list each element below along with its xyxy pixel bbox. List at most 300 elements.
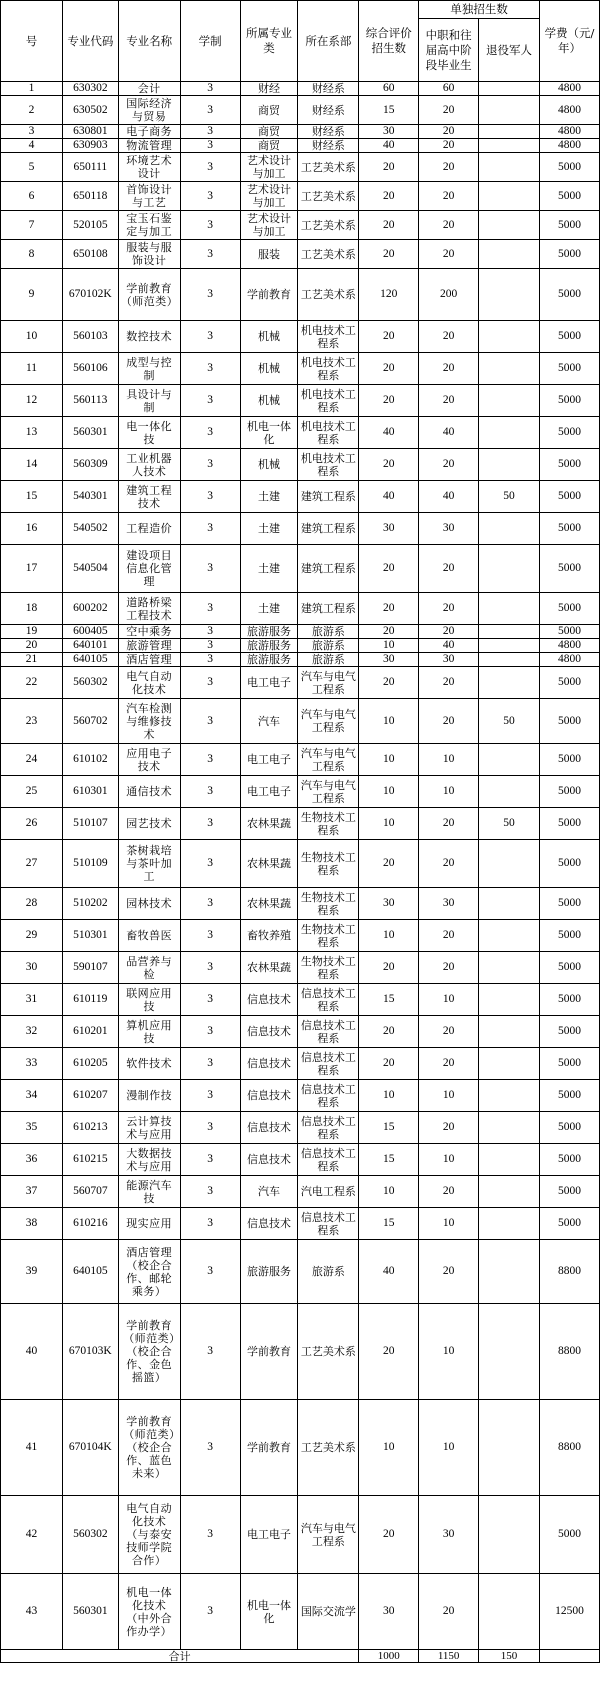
- tuition-fee: 5000: [540, 984, 600, 1016]
- single-graduates-count: 20: [419, 545, 479, 593]
- row-number: 23: [1, 699, 63, 744]
- comprehensive-count: 20: [359, 1048, 419, 1080]
- row-number: 25: [1, 776, 63, 808]
- single-veterans-count: 50: [479, 481, 540, 513]
- major-category: 信息技术: [240, 1208, 298, 1240]
- duration: 3: [180, 481, 240, 513]
- table-row: [1, 776, 600, 808]
- major-category: 机电一体化: [240, 1574, 298, 1650]
- major-category: 旅游服务: [240, 625, 298, 639]
- single-graduates-count: 30: [419, 513, 479, 545]
- row-number: 4: [1, 139, 63, 153]
- tuition-fee: 5000: [540, 776, 600, 808]
- major-name: 成型与控制: [118, 353, 180, 385]
- comprehensive-count: 40: [359, 481, 419, 513]
- major-name: 园林技术: [118, 888, 180, 920]
- department: 生物技术工程系: [298, 920, 359, 952]
- single-veterans-count: [479, 744, 540, 776]
- single-veterans-count: [479, 545, 540, 593]
- major-category: 土建: [240, 481, 298, 513]
- row-number: 31: [1, 984, 63, 1016]
- major-category: 艺术设计与加工: [240, 182, 298, 211]
- row-number: 15: [1, 481, 63, 513]
- single-graduates-count: 20: [419, 1016, 479, 1048]
- department: 工艺美术系: [298, 211, 359, 240]
- major-name: 软件技术: [118, 1048, 180, 1080]
- tuition-fee: 8800: [540, 1304, 600, 1400]
- department: 工艺美术系: [298, 1400, 359, 1496]
- tuition-fee: 5000: [540, 1080, 600, 1112]
- table-row: [1, 744, 600, 776]
- table-body: [1, 82, 600, 1650]
- single-veterans-count: [479, 1240, 540, 1304]
- table-row: [1, 139, 600, 153]
- row-number: 33: [1, 1048, 63, 1080]
- single-veterans-count: [479, 1176, 540, 1208]
- header-single-veterans: 退役军人: [479, 19, 540, 82]
- department: 财经系: [298, 96, 359, 125]
- comprehensive-count: 40: [359, 417, 419, 449]
- single-graduates-count: 20: [419, 240, 479, 269]
- duration: 3: [180, 593, 240, 625]
- duration: 3: [180, 1400, 240, 1496]
- department: 财经系: [298, 139, 359, 153]
- single-veterans-count: [479, 82, 540, 96]
- department: 旅游系: [298, 639, 359, 653]
- major-code: 610205: [62, 1048, 118, 1080]
- comprehensive-count: 20: [359, 593, 419, 625]
- comprehensive-count: 30: [359, 653, 419, 667]
- single-graduates-count: 20: [419, 385, 479, 417]
- row-number: 27: [1, 840, 63, 888]
- major-category: 财经: [240, 82, 298, 96]
- row-number: 11: [1, 353, 63, 385]
- department: 汽车与电气工程系: [298, 699, 359, 744]
- tuition-fee: 5000: [540, 1208, 600, 1240]
- duration: 3: [180, 1176, 240, 1208]
- department: 汽电工程系: [298, 1176, 359, 1208]
- comprehensive-count: 20: [359, 840, 419, 888]
- tuition-fee: 5000: [540, 920, 600, 952]
- comprehensive-count: 20: [359, 1496, 419, 1574]
- total-single-veterans: 150: [479, 1650, 540, 1663]
- single-veterans-count: [479, 153, 540, 182]
- tuition-fee: 5000: [540, 1176, 600, 1208]
- major-code: 560301: [62, 417, 118, 449]
- row-number: 18: [1, 593, 63, 625]
- major-name: 园艺技术: [118, 808, 180, 840]
- major-name: 学前教育（师范类）（校企合作、蓝色未来）: [118, 1400, 180, 1496]
- single-veterans-count: [479, 1208, 540, 1240]
- major-name: 电气自动化技术: [118, 667, 180, 699]
- single-veterans-count: [479, 952, 540, 984]
- major-name: 畜牧兽医: [118, 920, 180, 952]
- major-code: 540504: [62, 545, 118, 593]
- tuition-fee: 5000: [540, 1144, 600, 1176]
- row-number: 35: [1, 1112, 63, 1144]
- single-graduates-count: 200: [419, 269, 479, 321]
- major-code: 630801: [62, 125, 118, 139]
- single-graduates-count: 20: [419, 667, 479, 699]
- single-graduates-count: 20: [419, 321, 479, 353]
- row-number: 36: [1, 1144, 63, 1176]
- major-name: 应用电子技术: [118, 744, 180, 776]
- header-code: 专业代码: [62, 1, 118, 82]
- row-number: 2: [1, 96, 63, 125]
- major-category: 旅游服务: [240, 1240, 298, 1304]
- major-category: 汽车: [240, 1176, 298, 1208]
- major-category: 畜牧养殖: [240, 920, 298, 952]
- single-veterans-count: [479, 593, 540, 625]
- comprehensive-count: 10: [359, 1080, 419, 1112]
- department: 汽车与电气工程系: [298, 776, 359, 808]
- major-category: 机电一体化: [240, 417, 298, 449]
- tuition-fee: 5000: [540, 840, 600, 888]
- tuition-fee: 5000: [540, 481, 600, 513]
- duration: 3: [180, 653, 240, 667]
- single-veterans-count: [479, 776, 540, 808]
- header-comprehensive: 综合评价招生数: [359, 1, 419, 82]
- duration: 3: [180, 699, 240, 744]
- tuition-fee: 5000: [540, 211, 600, 240]
- comprehensive-count: 20: [359, 449, 419, 481]
- major-name: 酒店管理（校企合作、邮轮乘务）: [118, 1240, 180, 1304]
- table-row: [1, 1574, 600, 1650]
- major-code: 540502: [62, 513, 118, 545]
- single-graduates-count: 20: [419, 153, 479, 182]
- comprehensive-count: 10: [359, 776, 419, 808]
- single-graduates-count: 60: [419, 82, 479, 96]
- duration: 3: [180, 776, 240, 808]
- table-row: [1, 653, 600, 667]
- major-name: 茶树栽培与茶叶加工: [118, 840, 180, 888]
- tuition-fee: 4800: [540, 125, 600, 139]
- major-category: 农林果蔬: [240, 952, 298, 984]
- major-name: 空中乘务: [118, 625, 180, 639]
- duration: 3: [180, 1208, 240, 1240]
- single-veterans-count: [479, 625, 540, 639]
- table-row: [1, 513, 600, 545]
- duration: 3: [180, 1574, 240, 1650]
- single-graduates-count: 20: [419, 625, 479, 639]
- department: 工艺美术系: [298, 240, 359, 269]
- single-graduates-count: 30: [419, 1496, 479, 1574]
- duration: 3: [180, 82, 240, 96]
- comprehensive-count: 30: [359, 513, 419, 545]
- major-code: 560301: [62, 1574, 118, 1650]
- department: 机电技术工程系: [298, 353, 359, 385]
- tuition-fee: 5000: [540, 952, 600, 984]
- row-number: 6: [1, 182, 63, 211]
- major-code: 560309: [62, 449, 118, 481]
- single-veterans-count: [479, 417, 540, 449]
- major-code: 610216: [62, 1208, 118, 1240]
- department: 信息技术工程系: [298, 984, 359, 1016]
- single-graduates-count: 40: [419, 639, 479, 653]
- department: 生物技术工程系: [298, 888, 359, 920]
- major-category: 旅游服务: [240, 639, 298, 653]
- row-number: 41: [1, 1400, 63, 1496]
- major-category: 电工电子: [240, 744, 298, 776]
- major-category: 商贸: [240, 139, 298, 153]
- department: 汽车与电气工程系: [298, 744, 359, 776]
- comprehensive-count: 40: [359, 139, 419, 153]
- single-veterans-count: [479, 96, 540, 125]
- comprehensive-count: 20: [359, 545, 419, 593]
- major-category: 机械: [240, 353, 298, 385]
- table-row: [1, 639, 600, 653]
- row-number: 21: [1, 653, 63, 667]
- comprehensive-count: 60: [359, 82, 419, 96]
- tuition-fee: 5000: [540, 744, 600, 776]
- major-code: 560302: [62, 667, 118, 699]
- department: 信息技术工程系: [298, 1016, 359, 1048]
- row-number: 17: [1, 545, 63, 593]
- table-row: [1, 1048, 600, 1080]
- major-code: 610201: [62, 1016, 118, 1048]
- major-name: 数控技术: [118, 321, 180, 353]
- single-graduates-count: 20: [419, 1240, 479, 1304]
- major-category: 土建: [240, 545, 298, 593]
- department: 财经系: [298, 125, 359, 139]
- tuition-fee: 5000: [540, 808, 600, 840]
- comprehensive-count: 15: [359, 1144, 419, 1176]
- comprehensive-count: 20: [359, 321, 419, 353]
- duration: 3: [180, 1304, 240, 1400]
- major-name: 建筑工程技术: [118, 481, 180, 513]
- major-code: 650108: [62, 240, 118, 269]
- duration: 3: [180, 385, 240, 417]
- single-graduates-count: 10: [419, 1304, 479, 1400]
- comprehensive-count: 20: [359, 153, 419, 182]
- duration: 3: [180, 417, 240, 449]
- tuition-fee: 5000: [540, 593, 600, 625]
- single-veterans-count: [479, 840, 540, 888]
- header-fee: 学费（元/年）: [540, 1, 600, 82]
- table-row: [1, 211, 600, 240]
- department: 工艺美术系: [298, 1304, 359, 1400]
- table-row: [1, 808, 600, 840]
- header-single-graduates: 中职和往届高中阶段毕业生: [419, 19, 479, 82]
- comprehensive-count: 20: [359, 182, 419, 211]
- major-category: 艺术设计与加工: [240, 153, 298, 182]
- major-code: 590107: [62, 952, 118, 984]
- duration: 3: [180, 1112, 240, 1144]
- tuition-fee: 5000: [540, 153, 600, 182]
- table-row: [1, 840, 600, 888]
- row-number: 10: [1, 321, 63, 353]
- single-graduates-count: 20: [419, 593, 479, 625]
- single-veterans-count: [479, 1080, 540, 1112]
- major-code: 540301: [62, 481, 118, 513]
- table-row: [1, 1240, 600, 1304]
- major-category: 学前教育: [240, 1400, 298, 1496]
- single-veterans-count: [479, 1574, 540, 1650]
- single-veterans-count: [479, 269, 540, 321]
- tuition-fee: 5000: [540, 182, 600, 211]
- duration: 3: [180, 269, 240, 321]
- duration: 3: [180, 952, 240, 984]
- single-graduates-count: 20: [419, 1574, 479, 1650]
- single-graduates-count: 20: [419, 211, 479, 240]
- duration: 3: [180, 625, 240, 639]
- row-number: 9: [1, 269, 63, 321]
- major-code: 640105: [62, 1240, 118, 1304]
- department: 工艺美术系: [298, 153, 359, 182]
- duration: 3: [180, 449, 240, 481]
- major-category: 商贸: [240, 96, 298, 125]
- major-category: 信息技术: [240, 1016, 298, 1048]
- major-category: 信息技术: [240, 1080, 298, 1112]
- single-graduates-count: 20: [419, 353, 479, 385]
- header-name: 专业名称: [118, 1, 180, 82]
- duration: 3: [180, 353, 240, 385]
- comprehensive-count: 20: [359, 625, 419, 639]
- row-number: 30: [1, 952, 63, 984]
- single-veterans-count: 50: [479, 808, 540, 840]
- duration: 3: [180, 153, 240, 182]
- major-name: 具设计与制: [118, 385, 180, 417]
- major-category: 机械: [240, 321, 298, 353]
- single-veterans-count: [479, 667, 540, 699]
- table-row: [1, 625, 600, 639]
- table-row: [1, 321, 600, 353]
- table-row: [1, 984, 600, 1016]
- comprehensive-count: 10: [359, 744, 419, 776]
- row-number: 24: [1, 744, 63, 776]
- major-category: 信息技术: [240, 1048, 298, 1080]
- major-name: 机电一体化技术（中外合作办学）: [118, 1574, 180, 1650]
- major-code: 610119: [62, 984, 118, 1016]
- major-category: 机械: [240, 385, 298, 417]
- single-graduates-count: 40: [419, 481, 479, 513]
- table-row: [1, 888, 600, 920]
- tuition-fee: 5000: [540, 699, 600, 744]
- tuition-fee: 5000: [540, 1496, 600, 1574]
- major-code: 520105: [62, 211, 118, 240]
- tuition-fee: 5000: [540, 545, 600, 593]
- table-row: [1, 1208, 600, 1240]
- department: 建筑工程系: [298, 593, 359, 625]
- comprehensive-count: 20: [359, 211, 419, 240]
- single-graduates-count: 20: [419, 182, 479, 211]
- tuition-fee: 5000: [540, 625, 600, 639]
- major-code: 560113: [62, 385, 118, 417]
- duration: 3: [180, 667, 240, 699]
- single-graduates-count: 20: [419, 840, 479, 888]
- table-row: [1, 153, 600, 182]
- major-category: 农林果蔬: [240, 840, 298, 888]
- duration: 3: [180, 984, 240, 1016]
- major-code: 630903: [62, 139, 118, 153]
- single-graduates-count: 20: [419, 139, 479, 153]
- table-row: [1, 1304, 600, 1400]
- major-category: 农林果蔬: [240, 888, 298, 920]
- single-graduates-count: 10: [419, 1144, 479, 1176]
- row-number: 7: [1, 211, 63, 240]
- comprehensive-count: 20: [359, 1304, 419, 1400]
- duration: 3: [180, 545, 240, 593]
- single-veterans-count: [479, 1400, 540, 1496]
- major-code: 560707: [62, 1176, 118, 1208]
- single-veterans-count: [479, 653, 540, 667]
- major-name: 能源汽车技: [118, 1176, 180, 1208]
- total-fee: [540, 1650, 600, 1663]
- comprehensive-count: 15: [359, 1112, 419, 1144]
- single-veterans-count: [479, 125, 540, 139]
- row-number: 19: [1, 625, 63, 639]
- major-name: 首饰设计与工艺: [118, 182, 180, 211]
- duration: 3: [180, 96, 240, 125]
- major-code: 610301: [62, 776, 118, 808]
- single-veterans-count: [479, 321, 540, 353]
- tuition-fee: 5000: [540, 269, 600, 321]
- major-name: 物流管理: [118, 139, 180, 153]
- single-veterans-count: [479, 353, 540, 385]
- single-graduates-count: 10: [419, 1080, 479, 1112]
- major-code: 560302: [62, 1496, 118, 1574]
- comprehensive-count: 20: [359, 353, 419, 385]
- department: 机电技术工程系: [298, 385, 359, 417]
- major-name: 工程造价: [118, 513, 180, 545]
- table-row: [1, 699, 600, 744]
- comprehensive-count: 10: [359, 1400, 419, 1496]
- row-number: 3: [1, 125, 63, 139]
- major-code: 650118: [62, 182, 118, 211]
- table-row: [1, 449, 600, 481]
- department: 机电技术工程系: [298, 449, 359, 481]
- table-row: [1, 240, 600, 269]
- comprehensive-count: 30: [359, 888, 419, 920]
- tuition-fee: 5000: [540, 321, 600, 353]
- major-category: 土建: [240, 513, 298, 545]
- total-single-graduates: 1150: [419, 1650, 479, 1663]
- single-veterans-count: [479, 139, 540, 153]
- major-category: 商贸: [240, 125, 298, 139]
- major-code: 670104K: [62, 1400, 118, 1496]
- single-graduates-count: 10: [419, 744, 479, 776]
- table-row: [1, 952, 600, 984]
- major-category: 信息技术: [240, 1112, 298, 1144]
- major-category: 电工电子: [240, 776, 298, 808]
- header-no: 号: [1, 1, 63, 82]
- department: 建筑工程系: [298, 481, 359, 513]
- major-name: 宝玉石鉴定与加工: [118, 211, 180, 240]
- row-number: 29: [1, 920, 63, 952]
- comprehensive-count: 40: [359, 1240, 419, 1304]
- comprehensive-count: 30: [359, 125, 419, 139]
- tuition-fee: 4800: [540, 82, 600, 96]
- major-code: 630502: [62, 96, 118, 125]
- duration: 3: [180, 744, 240, 776]
- department: 工艺美术系: [298, 269, 359, 321]
- duration: 3: [180, 1048, 240, 1080]
- major-code: 610102: [62, 744, 118, 776]
- table-row: [1, 667, 600, 699]
- comprehensive-count: 20: [359, 385, 419, 417]
- header-years: 学制: [180, 1, 240, 82]
- major-name: 学前教育（师范类）: [118, 269, 180, 321]
- duration: 3: [180, 888, 240, 920]
- single-graduates-count: 30: [419, 888, 479, 920]
- single-veterans-count: [479, 1304, 540, 1400]
- table-row: [1, 269, 600, 321]
- row-number: 40: [1, 1304, 63, 1400]
- duration: 3: [180, 639, 240, 653]
- department: 国际交流学: [298, 1574, 359, 1650]
- department: 生物技术工程系: [298, 952, 359, 984]
- department: 汽车与电气工程系: [298, 667, 359, 699]
